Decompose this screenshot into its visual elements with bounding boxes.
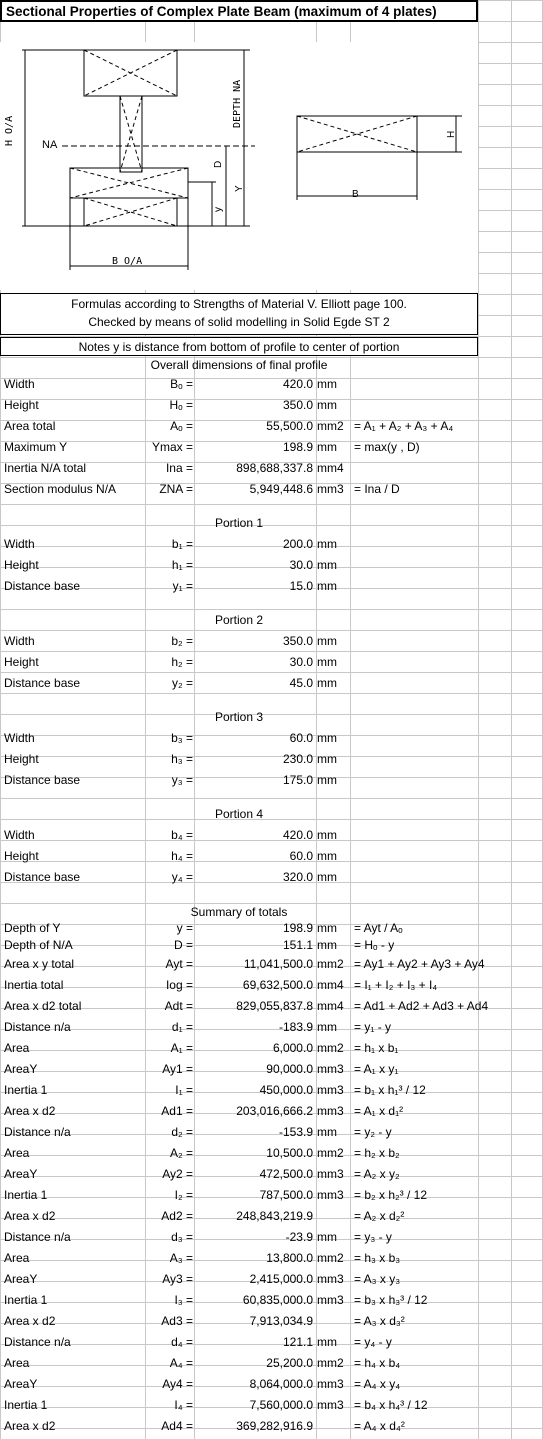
row-unit: mm bbox=[317, 676, 337, 690]
row-unit: mm3 bbox=[317, 1167, 344, 1181]
row-symbol: Bₒ = bbox=[170, 377, 193, 391]
row-formula: = A₁ x y₁ bbox=[354, 1062, 399, 1076]
row-value: 175.0 bbox=[282, 773, 313, 787]
row-symbol: Ad2 = bbox=[161, 1209, 193, 1223]
row-formula: = A₁ x d₁² bbox=[354, 1104, 404, 1118]
row-label: Section modulus N/A bbox=[4, 482, 117, 496]
row-label: Area bbox=[4, 1146, 30, 1160]
row-unit: mm bbox=[317, 752, 337, 766]
row-symbol: b₂ = bbox=[171, 634, 193, 648]
h-oa-label: H O/A bbox=[4, 115, 15, 146]
row-unit: mm bbox=[317, 1020, 337, 1034]
y-note: Notes y is distance from bottom of profile to center of portion bbox=[78, 340, 400, 354]
row-formula: = A₂ x y₂ bbox=[354, 1167, 400, 1181]
row-label: Inertia 1 bbox=[4, 1293, 48, 1307]
row-symbol: Adt = bbox=[164, 999, 193, 1013]
row-symbol: Ay4 = bbox=[162, 1377, 193, 1391]
row-unit: mm3 bbox=[317, 1188, 344, 1202]
row-label: Width bbox=[4, 377, 35, 391]
row-value: 369,282,916.9 bbox=[236, 1419, 313, 1433]
row-value: 45.0 bbox=[289, 676, 313, 690]
row-value: 829,055,837.8 bbox=[236, 999, 313, 1013]
row-label: Distance base bbox=[4, 676, 81, 690]
table-row bbox=[0, 576, 543, 597]
row-value: 151.1 bbox=[282, 938, 313, 952]
row-symbol: Ay3 = bbox=[162, 1272, 193, 1286]
row-symbol: y₃ = bbox=[171, 773, 193, 787]
plate-b-label: B bbox=[352, 189, 359, 200]
row-unit: mm2 bbox=[317, 1041, 344, 1055]
row-symbol: y = bbox=[176, 921, 193, 935]
row-symbol: Ay2 = bbox=[162, 1167, 193, 1181]
row-symbol: d₁ = bbox=[171, 1020, 193, 1034]
row-label: Inertia 1 bbox=[4, 1083, 48, 1097]
row-label: Inertia 1 bbox=[4, 1188, 48, 1202]
row-label: Height bbox=[4, 655, 39, 669]
row-formula: = b₂ x h₂³ / 12 bbox=[354, 1188, 428, 1202]
table-row bbox=[0, 728, 543, 749]
row-label: Width bbox=[4, 634, 35, 648]
row-label: AreaY bbox=[4, 1272, 38, 1286]
row-unit: mm2 bbox=[317, 419, 344, 433]
row-value: 30.0 bbox=[289, 558, 313, 572]
row-value: 320.0 bbox=[282, 870, 313, 884]
row-unit: mm3 bbox=[317, 482, 344, 496]
row-value: 121.1 bbox=[282, 1335, 313, 1349]
row-formula: = h₄ x b₄ bbox=[354, 1356, 401, 1370]
row-label: Height bbox=[4, 558, 39, 572]
row-value: 787,500.0 bbox=[259, 1188, 313, 1202]
row-unit: mm bbox=[317, 440, 337, 454]
row-symbol: D = bbox=[173, 938, 193, 952]
row-value: 25,200.0 bbox=[266, 1356, 313, 1370]
row-value: 350.0 bbox=[282, 634, 313, 648]
row-formula: = y₃ - y bbox=[354, 1230, 392, 1244]
row-value: -153.9 bbox=[278, 1125, 313, 1139]
row-unit: mm3 bbox=[317, 1377, 344, 1391]
table-row bbox=[0, 1311, 543, 1332]
table-row bbox=[0, 1227, 543, 1248]
row-label: Area bbox=[4, 1251, 30, 1265]
table-row bbox=[0, 374, 543, 395]
row-symbol: A₁ = bbox=[170, 1041, 193, 1055]
row-value: 90,000.0 bbox=[266, 1062, 313, 1076]
row-value: 472,500.0 bbox=[259, 1167, 313, 1181]
table-row bbox=[0, 395, 543, 416]
row-value: 898,688,337.8 bbox=[236, 461, 313, 475]
section-heading: Summary of totals bbox=[190, 905, 288, 919]
row-unit: mm bbox=[317, 1125, 337, 1139]
row-label: Height bbox=[4, 752, 39, 766]
row-value: 450,000.0 bbox=[259, 1083, 313, 1097]
row-symbol: I₁ = bbox=[175, 1083, 193, 1097]
row-value: 5,949,448.6 bbox=[249, 482, 313, 496]
row-formula: = A₂ x d₂² bbox=[354, 1209, 405, 1223]
table-row bbox=[0, 1416, 543, 1437]
formulas-note-line2: Checked by means of solid modelling in Solid Egde ST 2 bbox=[88, 315, 390, 329]
row-symbol: Hₒ = bbox=[169, 398, 193, 412]
table-row bbox=[0, 825, 543, 846]
diagram-panel bbox=[0, 42, 478, 290]
row-formula: = b₃ x h₃³ / 12 bbox=[354, 1293, 428, 1307]
row-label: Depth of Y bbox=[4, 921, 61, 935]
portion-3-web bbox=[120, 96, 142, 172]
row-value: 420.0 bbox=[282, 828, 313, 842]
row-value: 350.0 bbox=[282, 398, 313, 412]
row-unit: mm3 bbox=[317, 1062, 344, 1076]
row-symbol: I₂ = bbox=[174, 1188, 193, 1202]
row-unit: mm bbox=[317, 377, 337, 391]
row-symbol: I₄ = bbox=[174, 1398, 193, 1412]
section-heading: Portion 4 bbox=[214, 807, 264, 821]
row-symbol: b₁ = bbox=[171, 537, 193, 551]
row-symbol: h₁ = bbox=[171, 558, 193, 572]
row-label: AreaY bbox=[4, 1167, 38, 1181]
row-value: 60.0 bbox=[289, 849, 313, 863]
table-row bbox=[0, 631, 543, 652]
row-symbol: h₃ = bbox=[171, 752, 193, 766]
row-unit: mm bbox=[317, 731, 337, 745]
table-row bbox=[0, 652, 543, 673]
row-label: Area x d2 bbox=[4, 1209, 56, 1223]
row-formula: = A₄ x d₄² bbox=[354, 1419, 405, 1433]
row-unit: mm3 bbox=[317, 1104, 344, 1118]
table-row bbox=[0, 935, 543, 956]
row-unit: mm bbox=[317, 1335, 337, 1349]
row-unit: mm bbox=[317, 870, 337, 884]
row-symbol: d₃ = bbox=[171, 1230, 193, 1244]
row-label: Maximum Y bbox=[4, 440, 68, 454]
row-unit: mm bbox=[317, 579, 337, 593]
table-row bbox=[0, 954, 543, 975]
row-label: Inertia 1 bbox=[4, 1398, 48, 1412]
row-unit: mm2 bbox=[317, 1356, 344, 1370]
row-value: 198.9 bbox=[282, 440, 313, 454]
row-label: Distance n/a bbox=[4, 1020, 71, 1034]
row-symbol: b₃ = bbox=[171, 731, 193, 745]
row-label: Area x d2 bbox=[4, 1314, 56, 1328]
row-label: Inertia total bbox=[4, 978, 64, 992]
row-unit: mm3 bbox=[317, 1083, 344, 1097]
row-value: 7,560,000.0 bbox=[249, 1398, 313, 1412]
row-value: 248,843,219.9 bbox=[236, 1209, 313, 1223]
table-row bbox=[0, 458, 543, 479]
table-row bbox=[0, 1269, 543, 1290]
row-label: Depth of N/A bbox=[4, 938, 73, 952]
row-unit: mm bbox=[317, 655, 337, 669]
row-symbol: ZNA = bbox=[159, 482, 193, 496]
row-value: 198.9 bbox=[282, 921, 313, 935]
row-symbol: y₄ = bbox=[171, 870, 193, 884]
table-row bbox=[0, 1185, 543, 1206]
row-unit: mm bbox=[317, 398, 337, 412]
y-upper-label: Y bbox=[234, 185, 245, 192]
row-unit: mm2 bbox=[317, 1251, 344, 1265]
table-row bbox=[0, 867, 543, 888]
row-symbol: Ymax = bbox=[151, 440, 193, 454]
row-label: Distance base bbox=[4, 870, 81, 884]
plate-h-label: H bbox=[446, 130, 457, 138]
row-symbol: Aₒ = bbox=[170, 419, 193, 433]
overall-heading: Overall dimensions of final profile bbox=[150, 358, 328, 372]
row-symbol: Ay1 = bbox=[162, 1062, 193, 1076]
row-symbol: I₃ = bbox=[174, 1293, 193, 1307]
row-unit: mm bbox=[317, 634, 337, 648]
row-unit: mm bbox=[317, 1230, 337, 1244]
row-unit: mm bbox=[317, 558, 337, 572]
row-symbol: Ayt = bbox=[165, 957, 193, 971]
row-formula: = Ayt / Aₒ bbox=[354, 921, 403, 935]
row-symbol: A₄ = bbox=[169, 1356, 193, 1370]
table-row bbox=[0, 846, 543, 867]
row-symbol: y₂ = bbox=[172, 676, 193, 690]
table-row bbox=[0, 1080, 543, 1101]
table-row bbox=[0, 1059, 543, 1080]
row-symbol: d₄ = bbox=[171, 1335, 193, 1349]
row-symbol: h₂ = bbox=[171, 655, 193, 669]
row-value: 60,835,000.0 bbox=[242, 1293, 313, 1307]
row-symbol: d₂ = bbox=[171, 1125, 193, 1139]
sheet-title: Sectional Properties of Complex Plate Beam (maximum of 4 plates) bbox=[0, 0, 478, 22]
row-symbol: A₃ = bbox=[169, 1251, 193, 1265]
row-unit: mm bbox=[317, 921, 337, 935]
row-formula: = y₄ - y bbox=[354, 1335, 392, 1349]
b-oa-label: B O/A bbox=[112, 256, 143, 267]
row-formula: = h₂ x b₂ bbox=[354, 1146, 400, 1160]
row-symbol: y₁ = bbox=[172, 579, 193, 593]
table-row bbox=[0, 749, 543, 770]
section-heading: Portion 3 bbox=[214, 710, 264, 724]
na-label: NA bbox=[42, 139, 58, 151]
row-label: Height bbox=[4, 849, 39, 863]
row-value: 13,800.0 bbox=[266, 1251, 313, 1265]
row-label: Distance n/a bbox=[4, 1125, 71, 1139]
table-row bbox=[0, 1101, 543, 1122]
row-unit: mm4 bbox=[317, 461, 344, 475]
row-label: AreaY bbox=[4, 1062, 38, 1076]
table-row bbox=[0, 555, 543, 576]
row-unit: mm4 bbox=[317, 999, 344, 1013]
row-label: Distance base bbox=[4, 773, 81, 787]
row-formula: = b₄ x h₄³ / 12 bbox=[354, 1398, 428, 1412]
row-value: 69,632,500.0 bbox=[242, 978, 313, 992]
row-label: Area total bbox=[4, 419, 56, 433]
row-label: AreaY bbox=[4, 1377, 38, 1391]
row-formula: = A₄ x y₄ bbox=[354, 1377, 401, 1391]
row-value: -183.9 bbox=[278, 1020, 313, 1034]
row-value: 2,415,000.0 bbox=[249, 1272, 313, 1286]
row-formula: = y₂ - y bbox=[354, 1125, 392, 1139]
row-symbol: h₄ = bbox=[171, 849, 193, 863]
row-formula: = I₁ + I₂ + I₃ + I₄ bbox=[354, 978, 438, 992]
row-label: Area bbox=[4, 1356, 30, 1370]
row-symbol: Ad4 = bbox=[161, 1419, 193, 1433]
row-symbol: Iog = bbox=[165, 978, 193, 992]
table-row bbox=[0, 1164, 543, 1185]
table-row bbox=[0, 1395, 543, 1416]
table-row bbox=[0, 437, 543, 458]
row-unit: mm3 bbox=[317, 1398, 344, 1412]
row-value: -23.9 bbox=[285, 1230, 313, 1244]
row-label: Width bbox=[4, 828, 35, 842]
table-row bbox=[0, 1374, 543, 1395]
table-row bbox=[0, 479, 543, 500]
row-value: 200.0 bbox=[282, 537, 313, 551]
row-unit: mm bbox=[317, 849, 337, 863]
row-unit: mm4 bbox=[317, 978, 344, 992]
depth-na-label: DEPTH NA bbox=[232, 79, 243, 128]
table-row bbox=[0, 534, 543, 555]
table-row bbox=[0, 1206, 543, 1227]
row-label: Distance base bbox=[4, 579, 81, 593]
row-formula: = Ay1 + Ay2 + Ay3 + Ay4 bbox=[354, 957, 485, 971]
row-label: Area x d2 bbox=[4, 1419, 56, 1433]
table-row bbox=[0, 1332, 543, 1353]
row-value: 420.0 bbox=[282, 377, 313, 391]
row-unit: mm3 bbox=[317, 1272, 344, 1286]
row-value: 6,000.0 bbox=[272, 1041, 313, 1055]
table-row bbox=[0, 1353, 543, 1374]
section-heading: Portion 2 bbox=[214, 613, 264, 627]
row-formula: = Hₒ - y bbox=[354, 938, 395, 952]
row-formula: = h₃ x b₃ bbox=[354, 1251, 401, 1265]
row-value: 8,064,000.0 bbox=[249, 1377, 313, 1391]
row-unit: mm3 bbox=[317, 1293, 344, 1307]
row-symbol: A₂ = bbox=[169, 1146, 193, 1160]
row-unit: mm2 bbox=[317, 1146, 344, 1160]
row-formula: = y₁ - y bbox=[354, 1020, 392, 1034]
table-row bbox=[0, 1143, 543, 1164]
row-label: Distance n/a bbox=[4, 1335, 71, 1349]
row-value: 30.0 bbox=[289, 655, 313, 669]
row-formula: = b₁ x h₁³ / 12 bbox=[354, 1083, 426, 1097]
row-label: Inertia N/A total bbox=[4, 461, 87, 475]
row-unit: mm bbox=[317, 828, 337, 842]
row-value: 7,913,034.9 bbox=[249, 1314, 313, 1328]
table-row bbox=[0, 416, 543, 437]
table-row bbox=[0, 996, 543, 1017]
row-symbol: Ina = bbox=[165, 461, 193, 475]
row-value: 203,016,666.2 bbox=[236, 1104, 313, 1118]
row-symbol: Ad1 = bbox=[161, 1104, 193, 1118]
row-label: Width bbox=[4, 731, 35, 745]
row-value: 55,500.0 bbox=[266, 419, 313, 433]
row-formula: = Ad1 + Ad2 + Ad3 + Ad4 bbox=[354, 999, 489, 1013]
row-formula: = A₁ + A₂ + A₃ + A₄ bbox=[354, 419, 454, 433]
formulas-note-line1: Formulas according to Strengths of Material V. Elliott page 100. bbox=[71, 297, 407, 311]
table-row bbox=[0, 673, 543, 694]
row-symbol: b₄ = bbox=[171, 828, 193, 842]
row-label: Distance n/a bbox=[4, 1230, 71, 1244]
row-value: 10,500.0 bbox=[266, 1146, 313, 1160]
row-formula: = A₃ x y₃ bbox=[354, 1272, 401, 1286]
table-row bbox=[0, 1290, 543, 1311]
table-row bbox=[0, 1248, 543, 1269]
row-value: 11,041,500.0 bbox=[243, 957, 313, 971]
row-unit: mm2 bbox=[317, 957, 344, 971]
table-row bbox=[0, 975, 543, 996]
row-value: 230.0 bbox=[282, 752, 313, 766]
table-row bbox=[0, 1017, 543, 1038]
row-label: Height bbox=[4, 398, 39, 412]
row-symbol: Ad3 = bbox=[161, 1314, 193, 1328]
row-formula: = A₃ x d₃² bbox=[354, 1314, 405, 1328]
row-unit: mm bbox=[317, 938, 337, 952]
table-row bbox=[0, 1038, 543, 1059]
row-label: Width bbox=[4, 537, 35, 551]
table-row bbox=[0, 770, 543, 791]
row-label: Area x d2 bbox=[4, 1104, 56, 1118]
d-label: D bbox=[213, 160, 224, 168]
row-formula: = h₁ x b₁ bbox=[354, 1041, 399, 1055]
row-label: Area bbox=[4, 1041, 30, 1055]
row-unit: mm bbox=[317, 773, 337, 787]
row-formula: = Ina / D bbox=[354, 482, 400, 496]
table-row bbox=[0, 1122, 543, 1143]
row-label: Area x d2 total bbox=[4, 999, 82, 1013]
row-value: 60.0 bbox=[289, 731, 313, 745]
row-formula: = max(y , D) bbox=[354, 440, 420, 454]
row-value: 15.0 bbox=[289, 579, 313, 593]
y-lower-label: y bbox=[213, 207, 224, 212]
row-label: Area x y total bbox=[4, 957, 75, 971]
section-heading: Portion 1 bbox=[214, 516, 264, 530]
row-unit: mm bbox=[317, 537, 337, 551]
